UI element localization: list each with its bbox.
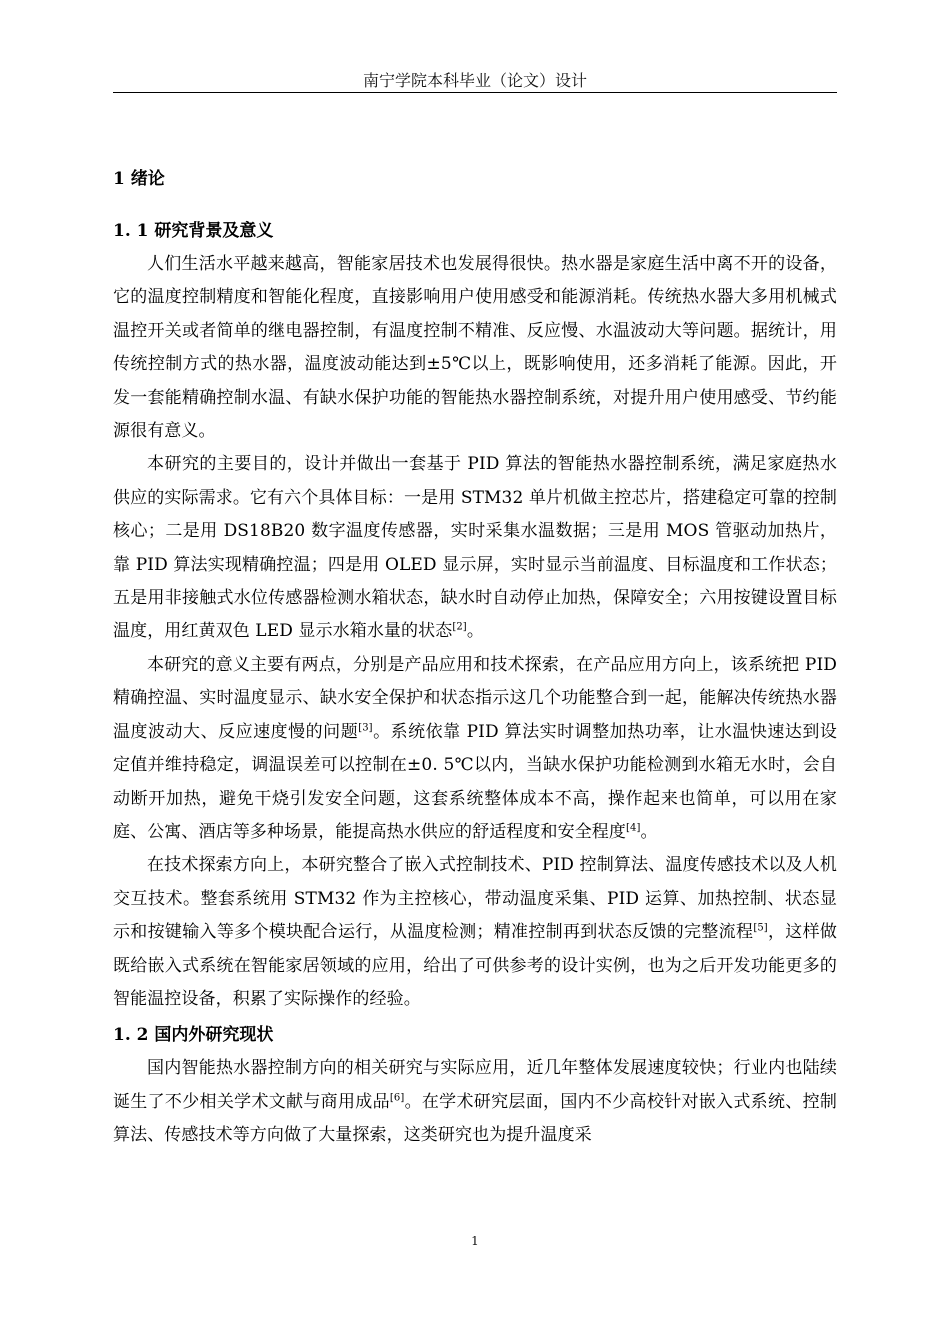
paragraph-end: 。 bbox=[640, 821, 658, 842]
paragraph bbox=[113, 649, 837, 849]
paragraph: 人们生活水平越来越高，智能家居技术也发展得很快。热水器是家庭生活中离不开的设备，它的温度控制精度和智能化程度，直接影响用户使用感受和能源消耗。传统热水器大多用机械式温控开关或者简单的继电器控制，有温度控制不精准、反应慢、水温波动大等问题。据统计，用传统控制方式的热水器，温度波动能达到±5℃以上，既影响使用，还多消耗了能源。因此，开发一套能精确控制水温、有缺水保护功能的智能热水器控制系统，对提升用户使用感受、节约能源很有意义。 bbox=[113, 254, 837, 442]
section-title-1-2: 1. 2 国内外研究现状 bbox=[113, 1025, 274, 1046]
citation: [2] bbox=[452, 621, 467, 633]
paragraph-end: 。 bbox=[466, 621, 484, 642]
paragraph bbox=[113, 448, 837, 648]
paragraph-text: 国内智能热水器控制方向的相关研究与实际应用，近几年整体发展速度较快；行业内也陆续诞生了不少相关学术文献与商用成品 bbox=[113, 1058, 837, 1112]
page-header: 南宁学院本科毕业（论文）设计 bbox=[362, 71, 587, 90]
paragraph-text: 。系统依靠 PID 算法实时调整加热功率，让水温快速达到设定值并维持稳定，调温误差可以控制在±0. 5℃以内，当缺水保护功能检测到水箱无水时，会自动断开加热，避免干烧引发安全问题，这套系统整体成本不高，操作起来也简单，可以用在家庭、公寓、酒店等多种场景，能提高热水供应的舒适程度和安全程度 bbox=[113, 721, 837, 842]
citation: [6] bbox=[389, 1092, 405, 1104]
page-body bbox=[113, 162, 837, 1153]
paragraph-text: 。在学术研究层面，国内不少高校针对嵌入式系统、控制算法、传感技术等方向做了大量探索，这类研究也为提升温度采 bbox=[113, 1091, 837, 1146]
section-title-1-1: 1. 1 研究背景及意义 bbox=[113, 221, 274, 241]
paragraph-text: 本研究的意义主要有两点，分别是产品应用和技术探索，在产品应用方向上，该系统把 PID 精确控温、实时温度显示、缺水安全保护和状态指示这几个功能整合到一起，能解决传统热水器温度波动大、反应速度慢的问题 bbox=[113, 654, 837, 742]
header-rule bbox=[113, 92, 837, 93]
paragraph bbox=[113, 849, 837, 1016]
page-number: 1 bbox=[471, 1234, 479, 1248]
paragraph bbox=[113, 1052, 837, 1152]
chapter-title: 1 绪论 bbox=[113, 169, 165, 189]
citation: [5] bbox=[753, 922, 768, 934]
paragraph-text: 在技术探索方向上，本研究整合了嵌入式控制技术、PID 控制算法、温度传感技术以及人机交互技术。整套系统用 STM32 作为主控核心，带动温度采集、PID 运算、加热控制、状态显示和按键输入等多个模块配合运行，从温度检测；精准控制再到状态反馈的完整流程 bbox=[113, 855, 837, 943]
citation: [4] bbox=[626, 822, 641, 834]
paragraph-text: ，这样做既给嵌入式系统在智能家居领域的应用，给出了可供参考的设计实例，也为之后开发功能更多的智能温控设备，积累了实际操作的经验。 bbox=[113, 922, 838, 1009]
citation: [3] bbox=[358, 722, 373, 734]
paragraph-text: 本研究的主要目的，设计并做出一套基于 PID 算法的智能热水器控制系统，满足家庭热水供应的实际需求。它有六个具体目标：一是用 STM32 单片机做主控芯片，搭建稳定可靠的控制核心；二是用 DS18B20 数字温度传感器，实时采集水温数据；三是用 MOS 管驱动加热片，靠 PID 算法实现精确控温；四是用 OLED 显示屏，实时显示当前温度、目标温度和工作状态；五是用非接触式水位传感器检测水箱状态，缺水时自动停止加热，保障安全；六用按键设置目标温度，用红黄双色 LED 显示水箱水量的状态 bbox=[113, 454, 837, 642]
